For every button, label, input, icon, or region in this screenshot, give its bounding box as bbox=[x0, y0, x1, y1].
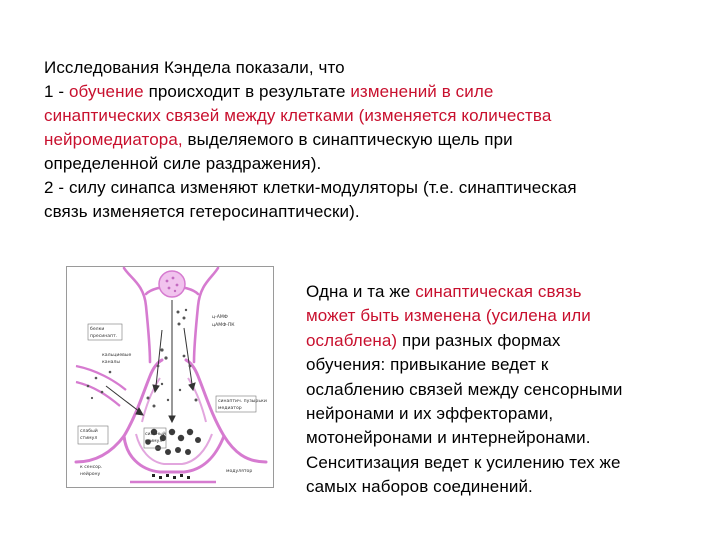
synapse-diagram bbox=[66, 266, 276, 488]
intro-line-2-middle: происходит в результате bbox=[143, 82, 351, 101]
intro-line-5 bbox=[44, 152, 694, 176]
intro-line-1-text: Исследования Кэндела показали, что bbox=[44, 58, 345, 77]
label-proteins: белки bbox=[90, 327, 105, 332]
intro-line-4-rest: выделяемого в синаптическую щель при bbox=[182, 130, 513, 149]
side-line-6 bbox=[306, 402, 706, 426]
side-line-4-text: обучения: привыкание ведет к bbox=[306, 355, 549, 375]
label-transmitter: медиатор bbox=[218, 406, 242, 411]
side-line-3 bbox=[306, 329, 706, 353]
synapse-diagram-svg bbox=[66, 266, 276, 488]
label-weak-stimulus: стимул bbox=[80, 436, 98, 441]
intro-paragraph bbox=[44, 56, 694, 224]
side-line-2 bbox=[306, 304, 706, 328]
label-strong: сильный bbox=[145, 432, 166, 437]
side-line-8-text: Сенситизация ведет к усилению тех же bbox=[306, 452, 621, 472]
intro-line-3 bbox=[44, 104, 694, 128]
highlight-neurotransmitter: нейромедиатора, bbox=[44, 130, 183, 149]
side-line-1 bbox=[306, 280, 706, 304]
label-modulator: модулятор bbox=[226, 469, 253, 474]
highlight-strength-change: изменений в силе bbox=[350, 82, 494, 101]
intro-line-6-text: 2 - силу синапса изменяют клетки-модуляторы (т.е. синаптическая bbox=[44, 178, 577, 197]
label-calcium: кальциевые bbox=[102, 353, 132, 358]
side-line-7 bbox=[306, 426, 706, 450]
intro-line-2-prefix: 1 - bbox=[44, 82, 69, 101]
side-line-4 bbox=[306, 353, 706, 377]
highlight-synaptic-link: синаптическая связь bbox=[415, 282, 582, 301]
intro-line-3-text: синаптических связей между клетками (изменяется количества bbox=[44, 106, 552, 125]
intro-line-2 bbox=[44, 80, 694, 104]
label-strong-stimulus: стимул bbox=[145, 439, 163, 444]
side-line-9 bbox=[306, 475, 706, 499]
label-camp-pk: цАМФ-ПК bbox=[212, 323, 235, 328]
side-line-6-text: нейронами и их эффекторами, bbox=[306, 404, 554, 424]
side-line-3-rest: при разных формах bbox=[397, 330, 561, 350]
modulator-cell-body bbox=[159, 271, 185, 297]
intro-line-6 bbox=[44, 176, 694, 200]
side-line-1-prefix: Одна и та же bbox=[306, 282, 416, 301]
label-channels: каналы bbox=[102, 360, 120, 365]
intro-line-4 bbox=[44, 128, 694, 152]
label-to-sensory: к сенсор. bbox=[80, 465, 103, 470]
side-line-5 bbox=[306, 378, 706, 402]
label-presynaptic: пресинапт. bbox=[90, 334, 118, 339]
label-weak: слабый bbox=[80, 429, 98, 434]
intro-line-1 bbox=[44, 56, 694, 80]
intro-line-7-text: связь изменяется гетеросинаптически). bbox=[44, 202, 360, 221]
highlight-weakened: ослаблена) bbox=[306, 330, 398, 350]
side-line-5-text: ослаблению связей между сенсорными bbox=[306, 379, 623, 399]
label-neuron: нейрону bbox=[80, 472, 101, 477]
side-line-8 bbox=[306, 451, 706, 475]
highlight-learning: обучение bbox=[68, 82, 144, 101]
label-camp: ц-АМФ bbox=[212, 315, 228, 320]
side-line-2-text: может быть изменена (усилена или bbox=[306, 306, 591, 326]
side-line-7-text: мотонейронами и интернейронами. bbox=[306, 428, 591, 448]
side-paragraph bbox=[306, 280, 706, 500]
side-line-9-text: самых наборов соединений. bbox=[306, 477, 533, 497]
intro-line-5-text: определенной силе раздражения). bbox=[44, 154, 322, 173]
label-vesicles: синаптич. пузырьки bbox=[218, 399, 267, 404]
intro-line-7 bbox=[44, 200, 694, 224]
